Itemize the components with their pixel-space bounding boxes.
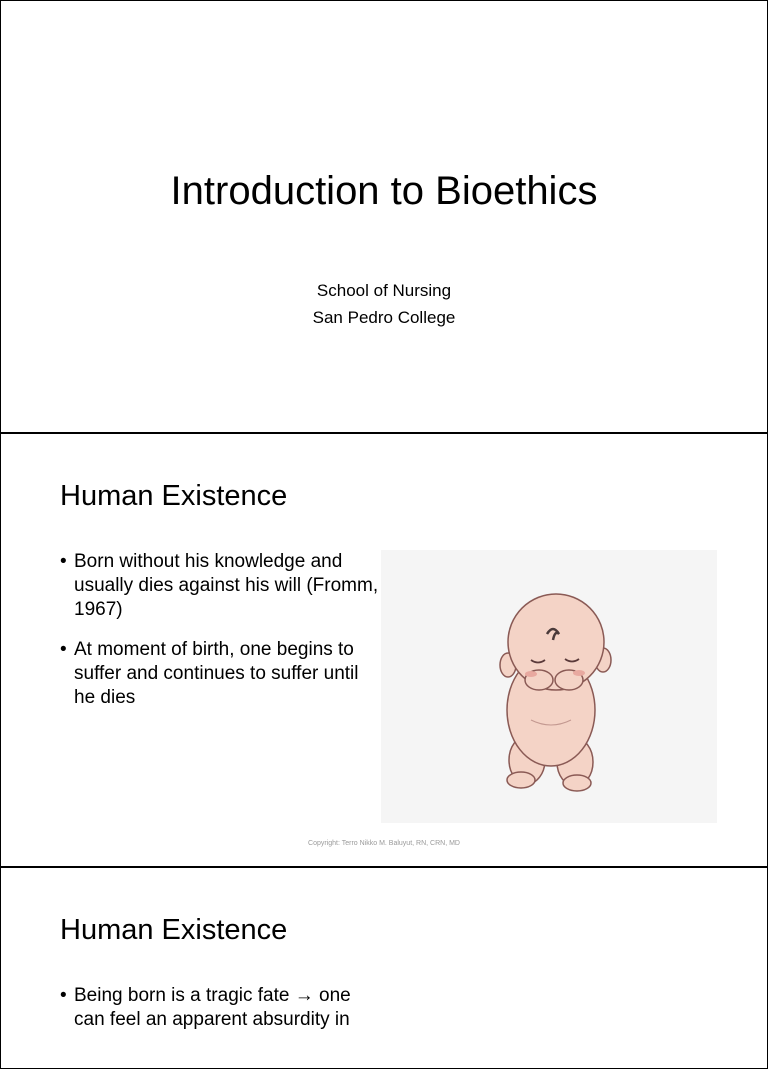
- baby-image: [381, 550, 717, 823]
- slide-heading: Human Existence: [60, 914, 288, 946]
- bullet-list: [60, 984, 380, 1048]
- slide-title: [0, 0, 768, 433]
- slide-human-existence-1: [0, 433, 768, 867]
- subtitle-college: San Pedro College: [312, 308, 456, 327]
- slide-heading: Human Existence: [60, 480, 288, 512]
- copyright-footer: Copyright: Terro Nikko M. Baluyut, RN, CRN, MD: [308, 840, 460, 847]
- bullet-item: • Born without his knowledge and usually dies against his will (Fromm, 1967): [60, 550, 380, 622]
- slide-human-existence-2: [0, 867, 768, 1069]
- bullet-item: • At moment of birth, one begins to suffer and continues to suffer until he dies: [60, 638, 380, 710]
- bullet-item: • Being born is a tragic fate → one can feel an apparent absurdity in: [60, 984, 380, 1032]
- baby-illustration-icon: [381, 550, 717, 823]
- subtitle-school: School of Nursing: [316, 281, 452, 300]
- presentation-title: Introduction to Bioethics: [170, 169, 598, 213]
- bullet-list: [60, 550, 380, 726]
